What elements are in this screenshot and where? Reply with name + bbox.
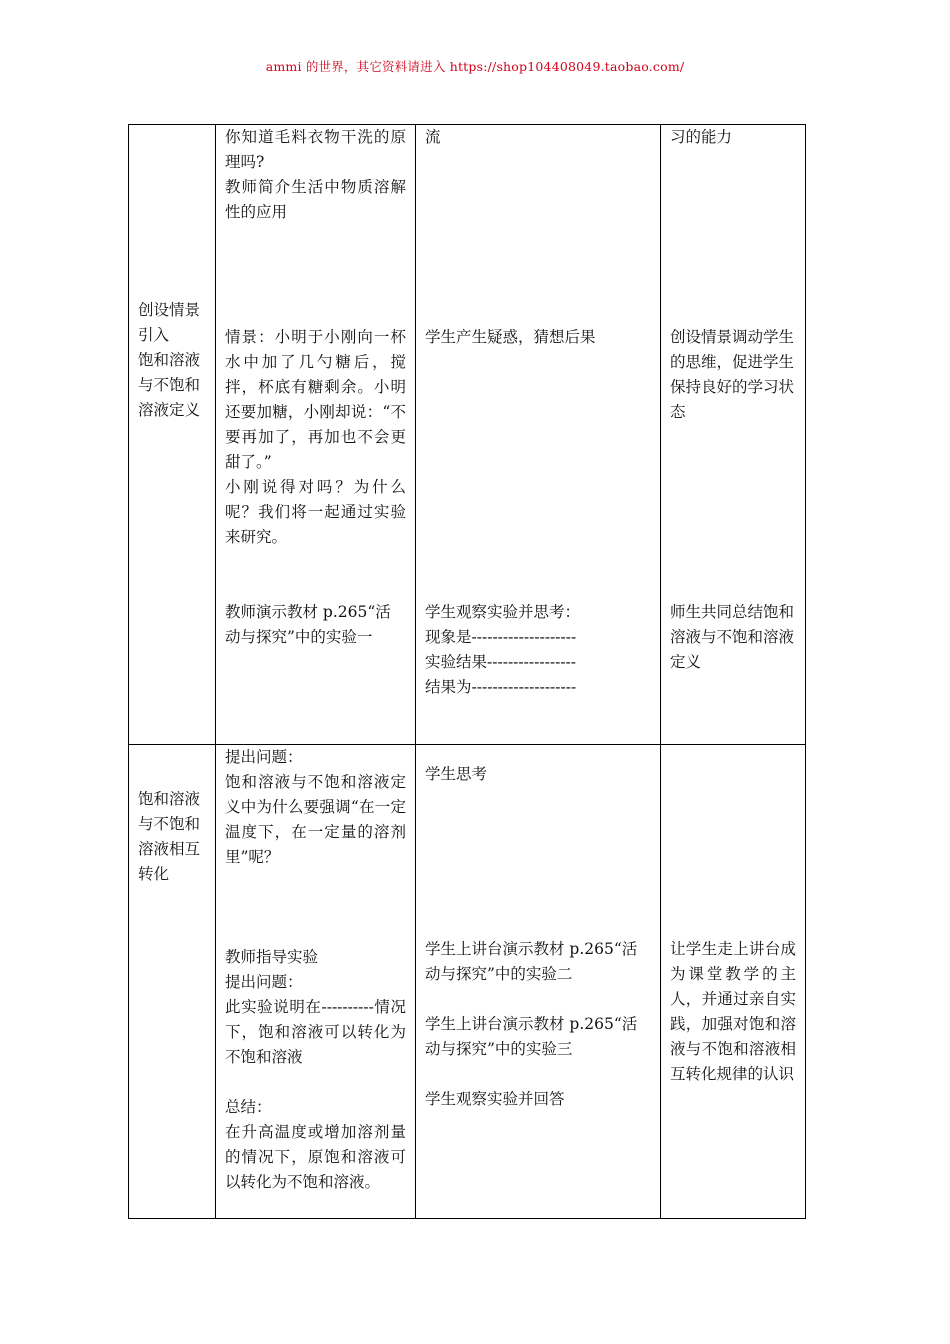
student-text: 学生上讲台演示教材 p.265“活动与探究”中的实验三 <box>425 1015 638 1058</box>
student-text: 学生思考 <box>425 765 488 783</box>
teacher-text: 总结： 在升高温度或增加溶剂量的情况下，原饱和溶液可以转化为不饱和溶液。 <box>225 1098 406 1191</box>
table-row <box>129 745 806 1219</box>
teacher-text: 你知道毛料衣物干洗的原理吗? 教师简介生活中物质溶解性的应用 <box>225 128 406 221</box>
teacher-text: 教师演示教材 p.265“活动与探究”中的实验一 <box>225 603 391 646</box>
table-row <box>129 125 806 745</box>
student-text: 学生观察实验并思考： 现象是-------------------- 实验结果----------------- 结果为-------------------- <box>425 603 581 696</box>
teacher-text: 提出问题： 饱和溶液与不饱和溶液定义中为什么要强调“在一定温度下，在一定量的溶剂里”呢？ <box>225 748 406 866</box>
student-text: 学生产生疑惑，猜想后果 <box>425 328 596 346</box>
student-activity-cell <box>416 745 661 1219</box>
intent-text: 创设情景调动学生的思维，促进学生保持良好的学习状态 <box>670 328 795 421</box>
student-text: 学生上讲台演示教材 p.265“活动与探究”中的实验二 <box>425 940 638 983</box>
teacher-text: 情景：小明于小刚向一杯水中加了几勺糖后，搅拌，杯底有糖剩余。小明还要加糖，小刚却说：“不要再加了，再加也不会更甜了。” 小刚说得对吗？为什么呢？我们将一起通过实验来研究。 <box>225 328 406 546</box>
intent-text: 师生共同总结饱和溶液与不饱和溶液定义 <box>670 603 795 671</box>
stage-label: 饱和溶液 与不饱和 溶液相互 转化 <box>138 790 201 883</box>
page-header-watermark: ammi 的世界，其它资料请进入 https://shop104408049.taobao.com/ <box>265 59 685 74</box>
stage-cell <box>129 125 216 745</box>
student-text: 学生观察实验并回答 <box>425 1090 565 1108</box>
intent-text: 习的能力 <box>670 128 733 146</box>
design-intent-cell <box>661 745 806 1219</box>
teacher-text: 教师指导实验 提出问题： 此实验说明在----------情况下，饱和溶液可以转化为不饱和溶液 <box>225 948 406 1066</box>
teacher-activity-cell <box>216 745 416 1219</box>
student-text: 流 <box>425 128 441 146</box>
student-activity-cell <box>416 125 661 745</box>
teacher-activity-cell <box>216 125 416 745</box>
stage-cell <box>129 745 216 1219</box>
intent-text: 让学生走上讲台成为课堂教学的主人，并通过亲自实践，加强对饱和溶液与不饱和溶液相互转化规律的认识 <box>670 940 796 1083</box>
lesson-plan-table <box>128 124 806 1219</box>
stage-label: 创设情景 引入 饱和溶液 与不饱和 溶液定义 <box>138 301 201 419</box>
design-intent-cell <box>661 125 806 745</box>
